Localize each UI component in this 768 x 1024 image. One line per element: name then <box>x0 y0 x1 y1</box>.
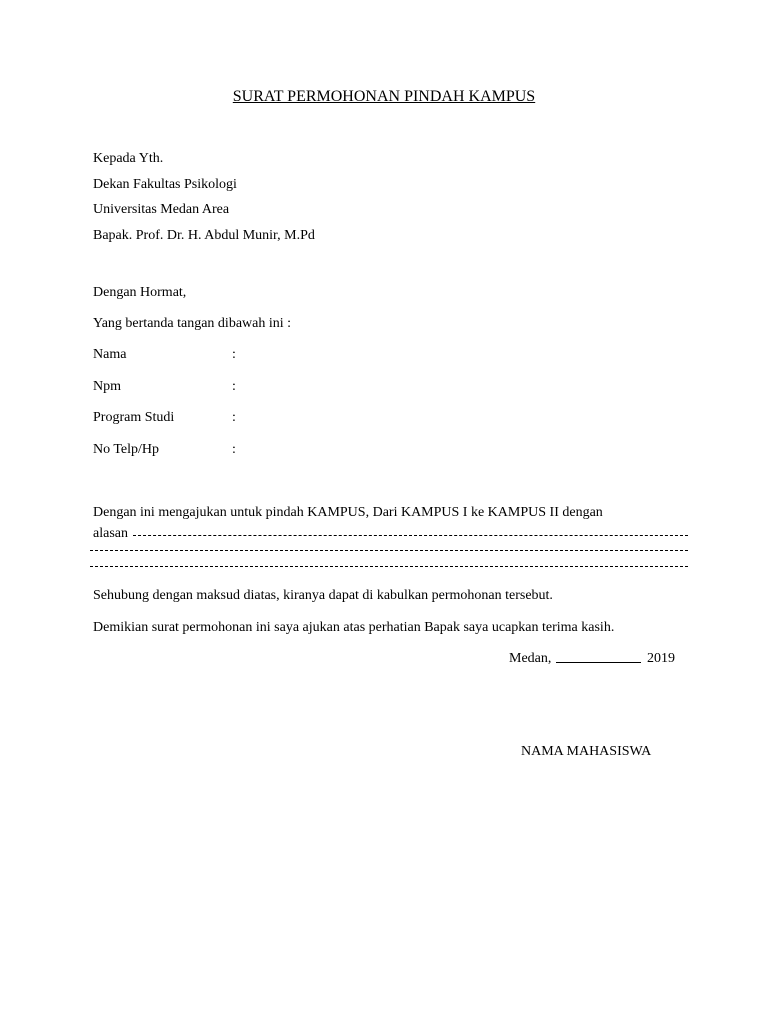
intro-text: Yang bertanda tangan dibawah ini : <box>93 316 292 331</box>
field-colon-npm: : <box>232 379 236 394</box>
date-blank-line <box>556 662 641 663</box>
reason-dotted-line-2 <box>90 550 688 551</box>
request-text-line-2: alasan <box>93 526 128 541</box>
greeting: Dengan Hormat, <box>93 285 187 300</box>
recipient-line-4: Bapak. Prof. Dr. H. Abdul Munir, M.Pd <box>93 228 315 243</box>
field-colon-no-telp: : <box>232 442 236 457</box>
recipient-line-3: Universitas Medan Area <box>93 202 230 217</box>
closing-text-2: Demikian surat permohonan ini saya ajukan atas perhatian Bapak saya ucapkan terima kasih. <box>93 620 615 635</box>
year-text: 2019 <box>647 651 675 666</box>
field-label-npm: Npm <box>93 379 121 394</box>
closing-text-1: Sehubung dengan maksud diatas, kiranya dapat di kabulkan permohonan tersebut. <box>93 588 553 603</box>
letter-title: SURAT PERMOHONAN PINDAH KAMPUS <box>232 88 536 105</box>
recipient-line-2: Dekan Fakultas Psikologi <box>93 177 237 192</box>
field-label-no-telp: No Telp/Hp <box>93 442 160 457</box>
field-colon-program-studi: : <box>232 410 236 425</box>
request-text-line-1: Dengan ini mengajukan untuk pindah KAMPUS, Dari KAMPUS I ke KAMPUS II dengan <box>93 505 603 520</box>
field-colon-nama: : <box>232 347 236 362</box>
reason-dotted-line-1 <box>133 535 688 536</box>
recipient-line-1: Kepada Yth. <box>93 151 164 166</box>
reason-dotted-line-3 <box>90 566 688 567</box>
signatory-name: NAMA MAHASISWA <box>521 744 652 759</box>
place-label: Medan, <box>509 651 552 666</box>
field-label-program-studi: Program Studi <box>93 410 175 425</box>
field-label-nama: Nama <box>93 347 127 362</box>
